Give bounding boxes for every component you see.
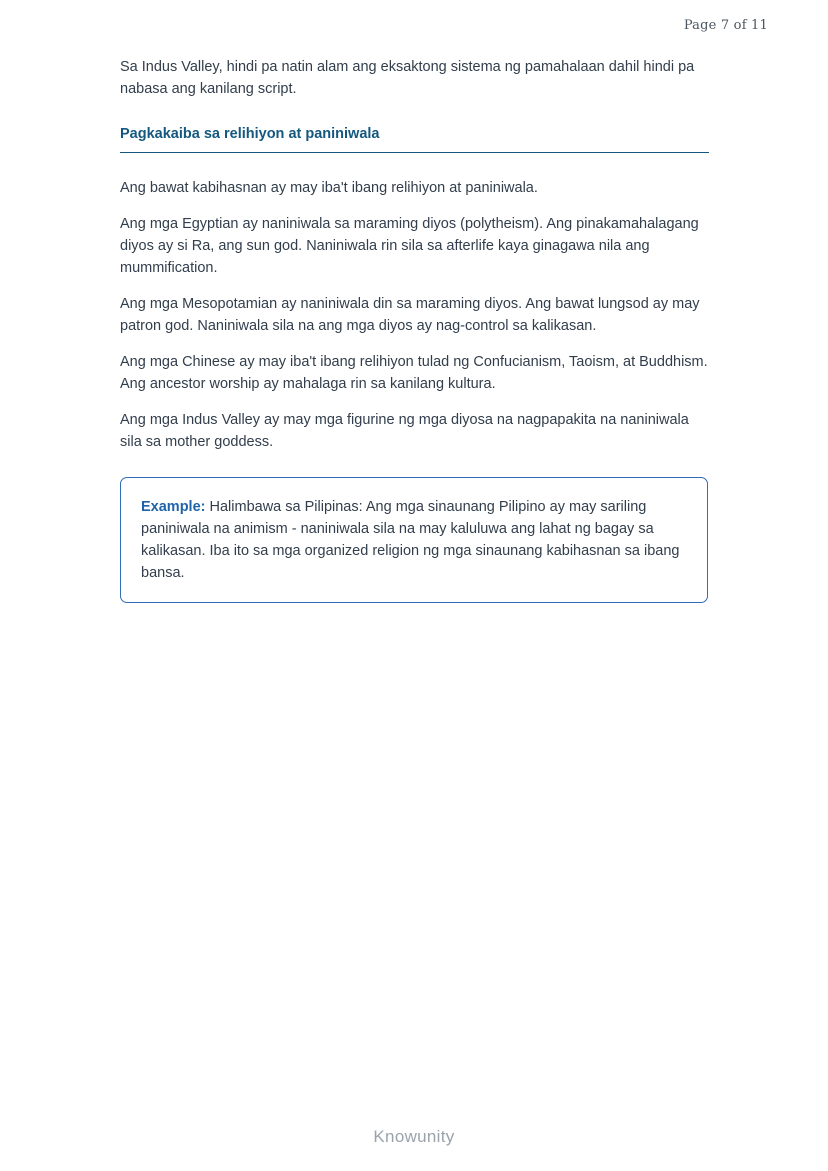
body-paragraph: Ang mga Mesopotamian ay naniniwala din sa maraming diyos. Ang bawat lungsod ay may patron god. Naniniwala sila na ang mga diyos ay nag-control sa kalikasan. — [120, 296, 700, 334]
example-label: Example: — [141, 499, 206, 515]
page-content — [120, 56, 709, 603]
footer-brand-logo: Knowunity — [373, 1127, 455, 1146]
body-paragraph: Ang mga Egyptian ay naniniwala sa maraming diyos (polytheism). Ang pinakamahalagang diyos ay si Ra, ang sun god. Naniniwala rin sila sa afterlife kaya ginagawa nila ang mummification. — [120, 216, 699, 276]
example-text: Halimbawa sa Pilipinas: Ang mga sinaunang Pilipino ay may sariling paniniwala na animism - naniniwala sila na may kaluluwa ang lahat ng bagay sa kalikasan. Iba ito sa mga organized religion ng mga sinaunang kabihasnan sa ibang bansa. — [141, 499, 680, 581]
intro-paragraph: Sa Indus Valley, hindi pa natin alam ang eksaktong sistema ng pamahalaan dahil hindi pa nabasa ang kanilang script. — [120, 59, 695, 97]
body-paragraph: Ang mga Indus Valley ay may mga figurine ng mga diyosa na nagpapakita na naniniwala sila sa mother goddess. — [120, 412, 689, 450]
example-callout-box — [120, 477, 708, 603]
body-paragraph: Ang bawat kabihasnan ay may iba't ibang relihiyon at paniniwala. — [120, 180, 538, 196]
section-heading: Pagkakaiba sa relihiyon at paniniwala — [120, 126, 380, 142]
body-paragraph: Ang mga Chinese ay may iba't ibang relihiyon tulad ng Confucianism, Taoism, at Buddhism. Ang ancestor worship ay mahalaga rin sa kanilang kultura. — [120, 354, 708, 392]
heading-divider — [120, 152, 709, 153]
page-number: Page 7 of 11 — [683, 18, 768, 33]
